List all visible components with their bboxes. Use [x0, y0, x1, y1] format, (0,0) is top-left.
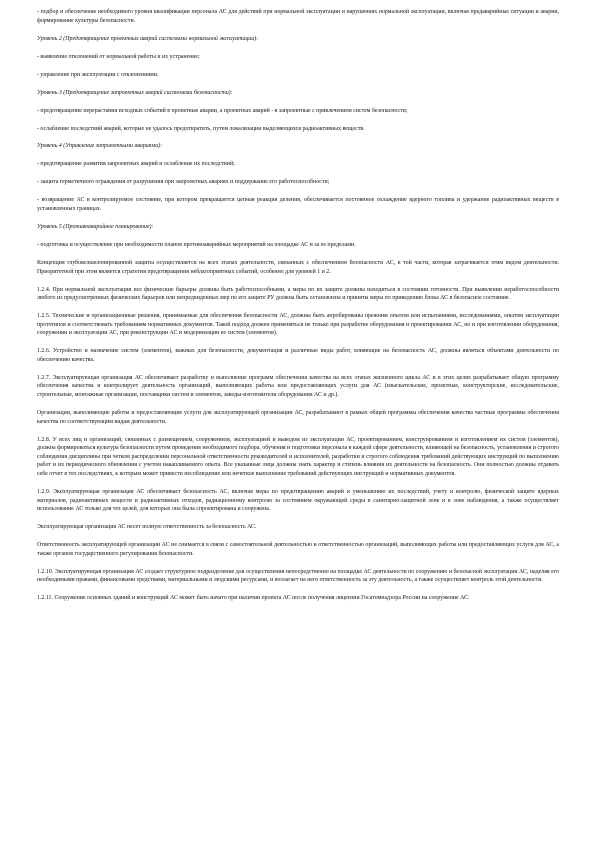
level-lead: Уровень 4 — [37, 143, 62, 150]
document-page — [37, 8, 559, 612]
bullet-paragraph: - предотвращение перерастания исходных событий в проектные аварии, а проектных аварий - в запроектные с привлечением систем безопасности; — [37, 107, 408, 114]
bullet-paragraph: - управление при эксплуатации с отклонениями. — [37, 71, 159, 78]
numbered-paragraph — [37, 594, 559, 603]
clause-text: Эксплуатирующая организация АС обеспечивает безопасность АС, включая меры по предотвращению аварий и уменьшению их последствий, учету и контролю, физической защите ядерных материалов, радиоактивных веществ и радиоактивных отходов, радиационному контролю за состоянием окружающей среды в санитарно-защитной зоне и в зоне наблюдения, а также осуществляет использование АС только для тех целей, для которых она была спроектирована и сооружена. — [37, 489, 559, 513]
level-heading — [37, 35, 559, 44]
clause-number: 1.2.8. — [37, 436, 51, 443]
bullet-paragraph: - подготовка и осуществление при необходимости планов противоаварийных мероприятий на площадке АС и за ее пределами. — [37, 242, 356, 248]
bullet-paragraph: - защита герметичного ограждения от разрушения при запроектных авариях и поддержание его работоспособности; — [37, 179, 330, 186]
level-title: (Предотвращение запроектных аварий системами безопасности): — [61, 89, 233, 96]
bullet-paragraph: - ослабление последствий аварий, которые не удалось предотвратить, путем локализации выделяющихся радиоактивных веществ. — [37, 125, 365, 132]
clause-number: 1.2.6. — [37, 348, 51, 355]
level-title: (Управление запроектными авариями): — [61, 143, 163, 150]
body-paragraph: Эксплуатирующая организация АС несет полную ответственность за безопасность АС. — [37, 524, 257, 531]
level-heading — [37, 89, 559, 98]
level-lead: Уровень 3 — [37, 89, 62, 96]
level-heading — [37, 223, 559, 232]
numbered-paragraph — [37, 568, 559, 585]
clause-number: 1.2.10. — [37, 568, 54, 575]
clause-number: 1.2.11. — [37, 595, 53, 602]
bullet-paragraph: - возвращение АС в контролируемое состояние, при котором прекращается цепная реакция деления, обеспечивается постоянное охлаждение ядерного топлива и удержание радиоактивных веществ в установленных границах. — [37, 197, 559, 213]
clause-text: При нормальной эксплуатации все физические барьеры должны быть работоспособными, а меры по их защите должны находиться в состоянии готовности. При выявлении неработоспособности любого из предусмотренных физических барьеров или непредвиденных мер по его защите РУ должна быть остановлена и приняты меры по приведению блока АС в безопасное состояние. — [37, 286, 559, 302]
bullet-paragraph: - выявление отклонений от нормальной работы и их устранение; — [37, 53, 200, 60]
numbered-paragraph — [37, 286, 559, 303]
bullet-paragraph: - предотвращение развития запроектных аварий и ослабление их последствий; — [37, 161, 235, 168]
clause-number: 1.2.4. — [37, 286, 51, 293]
body-paragraph: Ответственность эксплуатирующей организации АС не снимается в связи с самостоятельной деятельностью и ответственностью организаций, выполняющих работы или предоставляющих услуги для АС, а также органов государственного регулирования безопасности. — [37, 542, 559, 557]
level-heading — [37, 142, 559, 151]
clause-text: У всех лиц и организаций, связанных с размещением, сооружением, эксплуатацией и выводом из эксплуатации АС, проектированием, конструированием и изготовлением их систем (элементов), должна формироваться культура безопасности путем проведения необходимого подбора, обучения и подготовки персонала в каждой сфере деятельности, влияющей на безопасность, установления и строгого соблюдения дисциплины при четком распределении персональной ответственности руководителей и исполнителей, разработки и строгого соблюдения требований действующих инструкций по выполнению работ и их периодического обновления с учетом накапливаемого опыта. Все указанные лица должны знать характер и степень влияния их деятельности на безопасность. Они полностью должны отдавать себе отчет в тех последствиях, к которым может привести несоблюдение или нечеткое выполнение требований действующих инструкций и нормативных документов. — [37, 436, 559, 478]
clause-number: 1.2.7. — [37, 374, 51, 381]
level-lead: Уровень 5 — [37, 224, 62, 231]
clause-number: 1.2.5. — [37, 313, 51, 320]
level-title: (Противоаварийное планирование): — [61, 224, 154, 231]
clause-text: Эксплуатирующая организация АС создает структурное подразделение для осуществления непосредственно на площадке АС деятельности по сооружению и безопасной эксплуатации АС, наделяя его необходимыми правами, финансовыми средствами, материальными и людскими ресурсами, и возлагает на него ответственность за эту деятельность, а также осуществляет контроль этой деятельности. — [37, 568, 559, 584]
numbered-paragraph — [37, 436, 559, 479]
clause-text: Устройство и назначение систем (элементов), важных для безопасности, документация и различные виды работ, влияющие на безопасность АС, должны являться объектами деятельности по обеспечению качества. — [37, 348, 559, 363]
numbered-paragraph — [37, 488, 559, 514]
body-paragraph: Организации, выполняющие работы и предоставляющие услуги для эксплуатирующей организации АС, разрабатывают в рамках общей программы обеспечения качества частные программы обеспечения качества по соответствующим видам деятельности. — [37, 410, 559, 425]
numbered-paragraph — [37, 312, 559, 338]
level-title: (Предотвращение проектных аварий системами нормальной эксплуатации): — [61, 35, 259, 42]
body-paragraph: Концепция глубокоэшелонированной защиты осуществляется на всех этапах деятельности, связанных с обеспечением безопасности АС, в той части, которая затрагивается этим видом деятельности. Приоритетной при этом является стратегия предотвращения неблагоприятных событий, особенно для уровней 1 и 2. — [37, 259, 559, 275]
clause-text: Эксплуатирующая организация АС обеспечивает разработку и выполнение программ обеспечения качества на всех этапах жизненного цикла АС и в этих целях разрабатывает общую программу обеспечения качества и контролирует деятельность организаций, выполняющих работы или предоставляющих услуги для АС (изыскательские, проектные, конструкторские, исследовательские, строительные, монтажные организации, поставщики систем и элементов, заводы-изготовители оборудования АС и др.). — [37, 374, 559, 399]
bullet-paragraph: - подбор и обеспечение необходимого уровня квалификации персонала АС для действий при нормальной эксплуатации и нарушениях нормальной эксплуатации, включая предаварийные ситуации и аварии, формирование культуры безопасности. — [37, 9, 559, 24]
clause-number: 1.2.9. — [37, 489, 51, 495]
level-lead: Уровень 2 — [37, 35, 62, 42]
clause-text: Технические и организационные решения, принимаемые для обеспечения безопасности АС, должны быть апробированы прежним опытом или испытаниями, исследованиями, опытом эксплуатации прототипов и соответствовать требованиям нормативных документов. Такой подход должен применяться не только при разработке оборудования и проектировании АС, но и при изготовлении оборудования, сооружении и эксплуатации АС, при реконструкции АС и модернизации ее систем (элементов). — [37, 313, 559, 337]
numbered-paragraph — [37, 374, 559, 400]
numbered-paragraph — [37, 347, 559, 364]
clause-text: Сооружение основных зданий и конструкций АС может быть начато при наличии проекта АС после получения лицензии Госатомнадзора России на сооружение АС. — [52, 595, 470, 602]
